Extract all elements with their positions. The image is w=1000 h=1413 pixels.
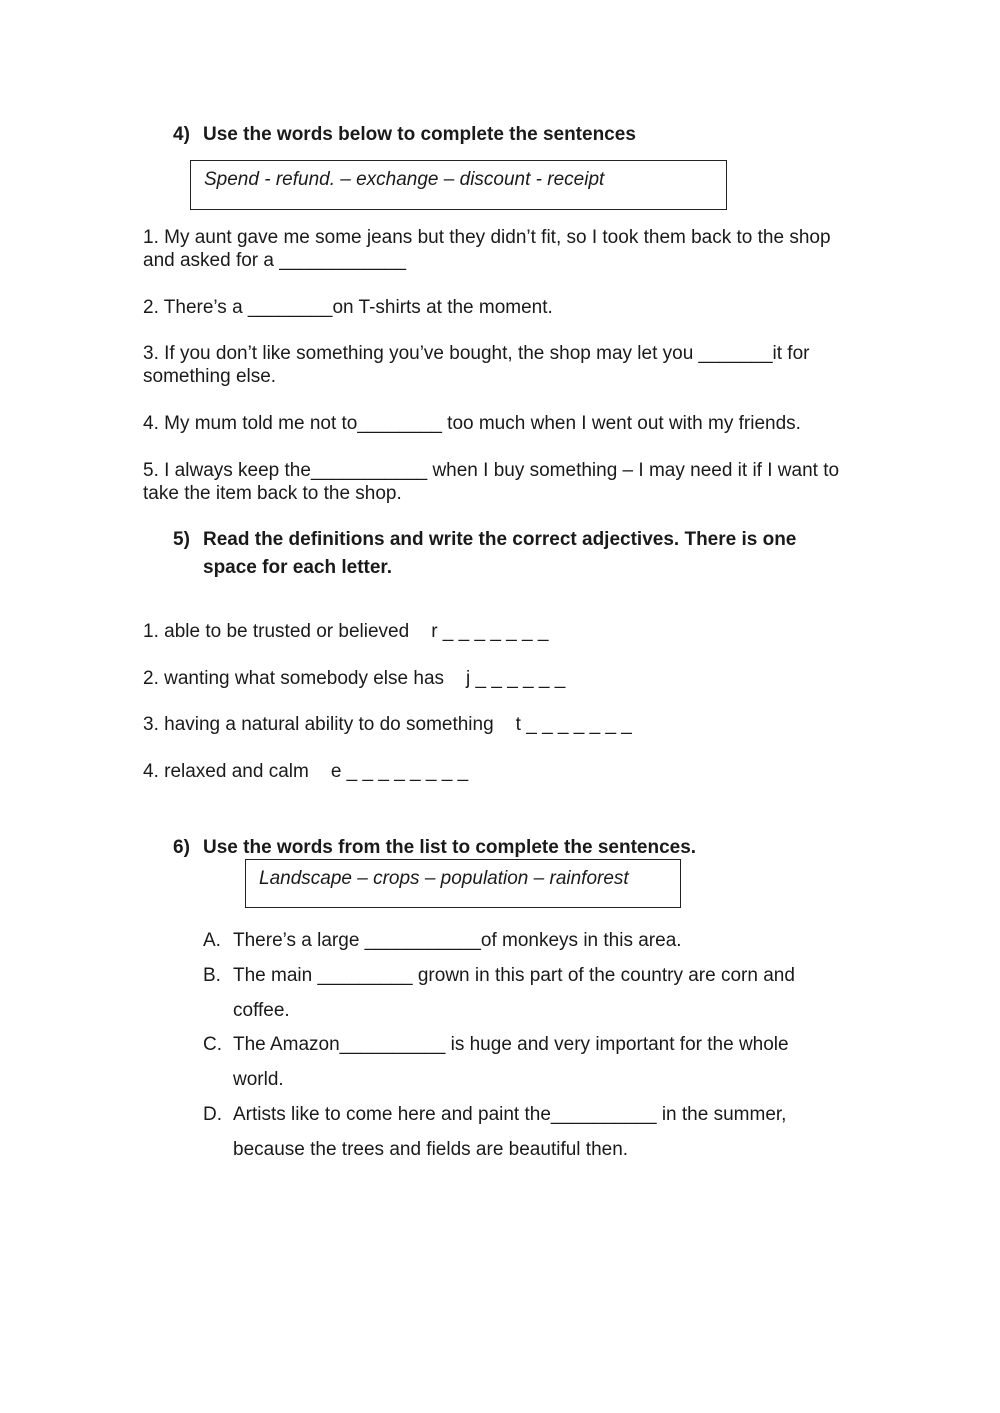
- sentence-text-d: Artists like to come here and paint the__________ in the summer, because the trees and fields are beautiful then.: [233, 1104, 787, 1160]
- sentence-letter-d: D.: [203, 1104, 222, 1125]
- section-5-item-1: [143, 621, 548, 643]
- sentence-text-c: The Amazon__________ is huge and very important for the whole world.: [233, 1034, 789, 1090]
- definition-2: 2. wanting what somebody else has: [143, 668, 445, 689]
- section-5-title: Read the definitions and write the correct adjectives. There is one space for each letter.: [203, 529, 797, 578]
- answer-blank-4[interactable]: e _ _ _ _ _ _ _ _: [330, 761, 469, 782]
- section-5-item-2: [143, 668, 565, 690]
- section-6-word-list: Landscape – crops – population – rainforest: [259, 868, 629, 889]
- section-6-title: Use the words from the list to complete the sentences.: [203, 837, 697, 858]
- section-4-sentence-4: 4. My mum told me not to________ too much when I went out with my friends.: [143, 413, 801, 434]
- sentence-letter-b: B.: [203, 965, 221, 986]
- section-4-sentence-1: 1. My aunt gave me some jeans but they didn’t fit, so I took them back to the shop and asked for a ____________: [143, 227, 831, 271]
- section-4-number: 4): [173, 124, 190, 145]
- section-4-word-box: [190, 160, 727, 210]
- section-4-word-list: Spend - refund. – exchange – discount - receipt: [204, 169, 605, 190]
- sentence-text-a: There’s a large ___________of monkeys in this area.: [233, 930, 682, 951]
- sentence-text-b: The main _________ grown in this part of the country are corn and coffee.: [233, 965, 795, 1021]
- section-4-sentence-5: 5. I always keep the___________ when I buy something – I may need it if I want to take the item back to the shop.: [143, 460, 840, 504]
- section-5-item-3: [143, 714, 632, 736]
- answer-blank-2[interactable]: j _ _ _ _ _ _: [466, 668, 566, 689]
- sentence-letter-c: C.: [203, 1034, 222, 1055]
- definition-3: 3. having a natural ability to do something: [143, 714, 494, 735]
- section-4-title: Use the words below to complete the sentences: [203, 124, 636, 145]
- answer-blank-1[interactable]: r _ _ _ _ _ _ _: [431, 621, 549, 642]
- sentence-letter-a: A.: [203, 930, 221, 951]
- section-4-sentence-3: 3. If you don’t like something you’ve bought, the shop may let you _______it for something else.: [143, 343, 810, 387]
- section-6-number: 6): [173, 837, 190, 858]
- definition-1: 1. able to be trusted or believed: [143, 621, 410, 642]
- section-5-item-4: [143, 761, 468, 783]
- section-4-sentence-2: 2. There’s a ________on T-shirts at the moment.: [143, 297, 553, 318]
- definition-4: 4. relaxed and calm: [143, 761, 309, 782]
- section-5-number: 5): [173, 529, 190, 550]
- section-6-word-box: [245, 859, 681, 908]
- section-4-heading: [173, 121, 873, 151]
- section-5-heading: [173, 526, 873, 586]
- answer-blank-3[interactable]: t _ _ _ _ _ _ _: [515, 714, 632, 735]
